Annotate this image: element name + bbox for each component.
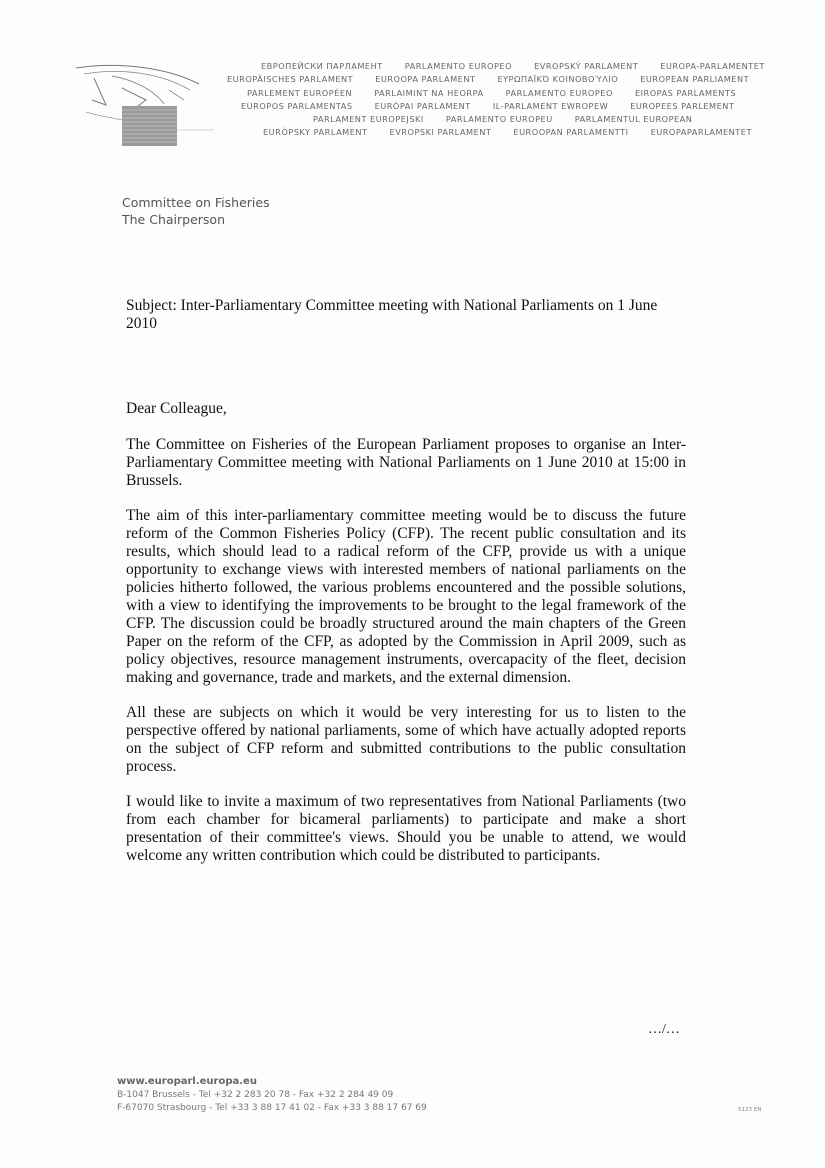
continuation-mark: …/… — [648, 1022, 680, 1037]
letterhead-name: PARLEMENT EUROPÉEN — [247, 87, 353, 98]
letterhead-name: EVROPSKI PARLAMENT — [389, 127, 492, 138]
footer-brussels-address: B-1047 Brussels - Tel +32 2 283 20 78 - Fax +32 2 284 49 09 — [117, 1089, 394, 1100]
form-code: 5123 EN — [738, 1107, 762, 1113]
letterhead-row — [215, 100, 775, 113]
letterhead-name: EURÓPSKY PARLAMENT — [263, 127, 368, 138]
letterhead-name: PARLAIMINT NA HEORPA — [374, 87, 484, 98]
letterhead-name: PARLAMENTUL EUROPEAN — [574, 114, 693, 125]
letterhead-name: PARLAMENTO EUROPEO — [505, 87, 613, 98]
footer — [117, 1075, 427, 1116]
subject-line: Subject: Inter-Parliamentary Committee meeting with National Parliaments on 1 June 2010 — [126, 297, 658, 332]
letterhead-name: PARLAMENTO EUROPEO — [404, 61, 513, 71]
letterhead-name: ЕВРОПЕЙСКИ ПАРЛАМЕНТ — [261, 61, 383, 71]
letterhead-name: EUROPAPARLAMENTET — [650, 127, 752, 138]
footer-website[interactable]: www.europarl.europa.eu — [117, 1076, 257, 1087]
letterhead-name: EUROOPAN PARLAMENTTI — [513, 127, 629, 138]
body-paragraph: I would like to invite a maximum of two representatives from National Parliaments (two from each chamber for bicameral parliaments) to participate and make a short presentation of their committee's views. Should you be unable to attend, we would welcome any written contribution which could be distributed to participants. — [126, 793, 686, 864]
sender-block — [122, 194, 270, 228]
letterhead-name: EUROOPA PARLAMENT — [375, 74, 476, 85]
salutation: Dear Colleague, — [126, 400, 227, 417]
body-paragraph: The aim of this inter-parliamentary committee meeting would be to discuss the future reform of the Common Fisheries Policy (CFP). The recent public consultation and its results, which should lead to a radical reform of the CFP, provide us with a unique opportunity to exchange views with interested members of national parliaments on the policies hitherto followed, the various problems encountered and the possible solutions, with a view to identifying the improvements to be brought to the legal framework of the CFP. The discussion could be broadly structured around the main chapters of the Green Paper on the reform of the CFP, as adopted by the Commission in April 2009, such as policy objectives, resource management instruments, overcapacity of the fleet, decision making and governance, trade and markets, and the external dimension. — [126, 507, 686, 686]
letterhead-name: PARLAMENT EUROPEJSKI — [313, 114, 424, 125]
letterhead-row — [215, 113, 775, 126]
letterhead-name: IL-PARLAMENT EWROPEW — [492, 100, 609, 111]
letterhead-name: EVROPSKÝ PARLAMENT — [534, 61, 639, 71]
letter-body — [126, 400, 686, 882]
body-paragraph: The Committee on Fisheries of the European Parliament proposes to organise an Inter-Parliamentary Committee meeting with National Parliaments on 1 June 2010 at 15:00 in Brussels. — [126, 436, 686, 489]
sender-committee: Committee on Fisheries — [122, 195, 270, 210]
letterhead-name: EUROPA-PARLAMENTET — [660, 61, 765, 71]
letterhead-row — [215, 73, 775, 86]
letterhead-row — [215, 60, 775, 73]
letterhead-name: EUROPOS PARLAMENTAS — [241, 100, 353, 111]
letterhead-row — [215, 87, 775, 100]
body-paragraph: All these are subjects on which it would be very interesting for us to listen to the perspective offered by national parliaments, some of which have actually adopted reports on the subject of CFP reform and submitted contributions to the public consultation process. — [126, 704, 686, 775]
letterhead-name: EIROPAS PARLAMENTS — [634, 87, 737, 98]
letterhead-name: EUROPÄISCHES PARLAMENT — [227, 74, 354, 85]
sender-role: The Chairperson — [122, 212, 225, 227]
letterhead-parliament-names — [215, 60, 775, 140]
letterhead-name: PARLAMENTO EUROPEU — [445, 114, 553, 125]
letterhead-name: EUROPEES PARLEMENT — [630, 100, 735, 111]
letterhead-name: EURÓPAI PARLAMENT — [374, 100, 471, 111]
footer-strasbourg-address: F-67070 Strasbourg - Tel +33 3 88 17 41 02 - Fax +33 3 88 17 67 69 — [117, 1103, 427, 1113]
letterhead-row — [215, 126, 775, 139]
letterhead-name: ΕΥΡΩΠΑΪΚΌ ΚΟΙΝΟΒΟΎΛΙΟ — [497, 74, 619, 85]
letterhead-name: EUROPEAN PARLIAMENT — [640, 74, 750, 85]
